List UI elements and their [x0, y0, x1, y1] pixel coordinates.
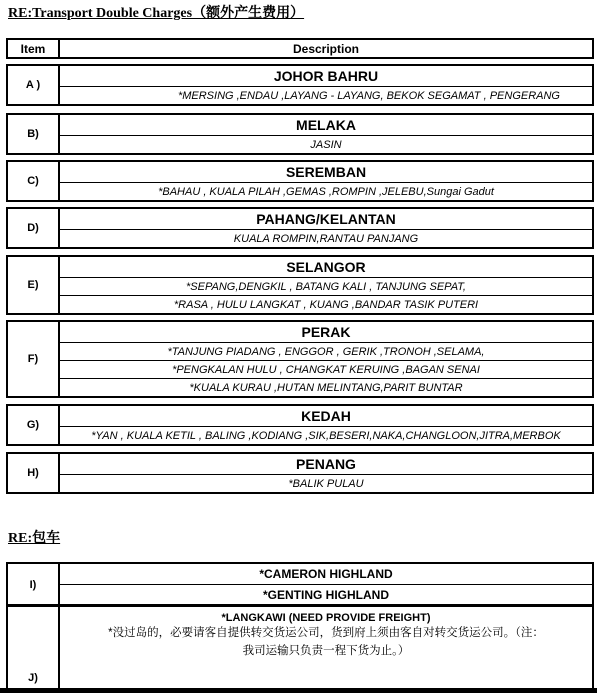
group-seremban: [6, 160, 594, 202]
group-item: J): [7, 605, 59, 689]
group-headline: *LANGKAWI (NEED PROVIDE FREIGHT): [59, 605, 593, 624]
group-kedah: [6, 404, 594, 446]
group-note: [59, 624, 593, 689]
group-line: *RASA , HULU LANGKAT , KUANG ,BANDAR TASIK PUTERI: [59, 296, 593, 315]
group-johor-bahru: [6, 64, 594, 106]
group-item: D): [7, 208, 59, 248]
page-title: RE:Transport Double Charges（额外产生费用）: [8, 6, 305, 21]
group-line: *GENTING HIGHLAND: [59, 585, 593, 607]
group-line: *SEPANG,DENGKIL , BATANG KALI , TANJUNG SEPAT,: [59, 278, 593, 296]
group-line: JASIN: [59, 136, 593, 155]
group-line: *YAN , KUALA KETIL , BALING ,KODIANG ,SIK,BESERI,NAKA,CHANGLOON,JITRA,MERBOK: [59, 427, 593, 446]
section-title: RE:包车: [8, 531, 61, 546]
group-line: *TANJUNG PIADANG , ENGGOR , GERIK ,TRONOH ,SELAMA,: [59, 343, 593, 361]
group-highlands: [6, 562, 594, 607]
group-line: *PENGKALAN HULU , CHANGKAT KERUING ,BAGAN SENAI: [59, 361, 593, 379]
group-penang: [6, 452, 594, 494]
group-item: H): [7, 453, 59, 493]
header-item: Item: [7, 39, 59, 58]
note-line: 我司运输只负责一程下货为止。）: [242, 645, 410, 657]
group-name: PAHANG/KELANTAN: [59, 208, 593, 230]
group-item: C): [7, 161, 59, 201]
header-description: Description: [59, 39, 593, 58]
group-line: *MERSING ,ENDAU ,LAYANG - LAYANG, BEKOK SEGAMAT , PENGERANG: [59, 87, 593, 106]
group-item: G): [7, 405, 59, 445]
group-pahang-kelantan: [6, 207, 594, 249]
table-header: [6, 38, 594, 59]
group-line: *BALIK PULAU: [59, 475, 593, 494]
group-name: PENANG: [59, 453, 593, 475]
group-line: KUALA ROMPIN,RANTAU PANJANG: [59, 230, 593, 249]
group-name: KEDAH: [59, 405, 593, 427]
group-line: *KUALA KURAU ,HUTAN MELINTANG,PARIT BUNTAR: [59, 379, 593, 398]
group-item: I): [7, 563, 59, 606]
group-item: A ): [7, 65, 59, 105]
group-item: F): [7, 321, 59, 397]
group-name: JOHOR BAHRU: [59, 65, 593, 87]
bottom-divider: [0, 688, 597, 693]
group-line: *CAMERON HIGHLAND: [59, 563, 593, 585]
group-name: SELANGOR: [59, 256, 593, 278]
group-item: B): [7, 114, 59, 154]
group-name: SEREMBAN: [59, 161, 593, 183]
group-selangor: [6, 255, 594, 315]
note-line: *没过岛的，必要请客自提供转交货运公司，货到府上须由客自对转交货运公司。（注：: [108, 627, 544, 639]
group-perak: [6, 320, 594, 398]
group-melaka: [6, 113, 594, 155]
group-item: E): [7, 256, 59, 314]
group-name: MELAKA: [59, 114, 593, 136]
group-langkawi: [6, 604, 594, 690]
group-name: PERAK: [59, 321, 593, 343]
group-line: *BAHAU , KUALA PILAH ,GEMAS ,ROMPIN ,JELEBU,Sungai Gadut: [59, 183, 593, 202]
